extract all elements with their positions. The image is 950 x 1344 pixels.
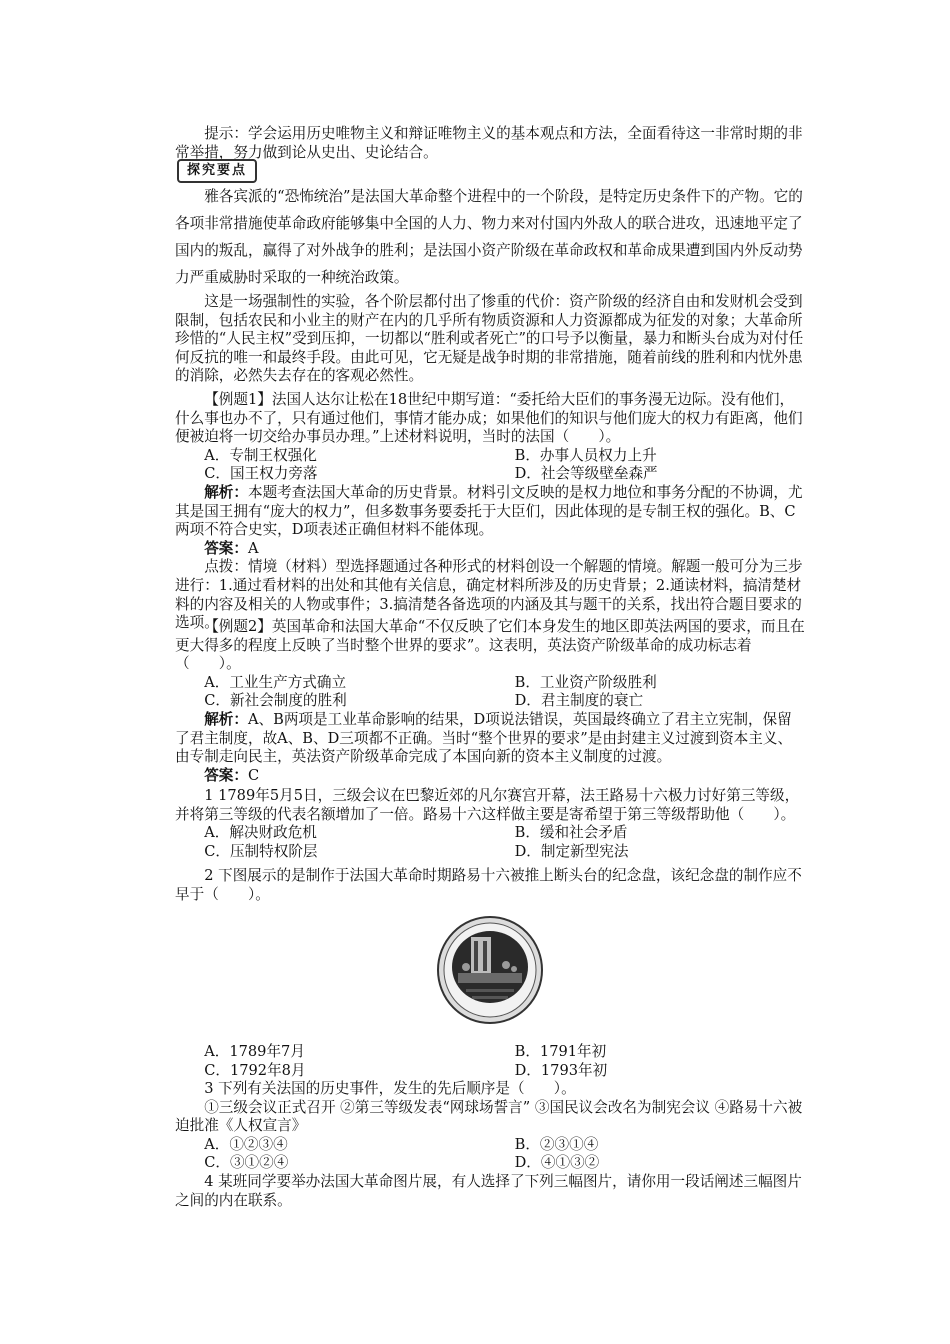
- option-a: A．1789年7月: [204, 1043, 305, 1060]
- commemorative-plate-image: [436, 915, 544, 1025]
- section-heading: [175, 159, 805, 183]
- option-b: B．办事人员权力上升: [514, 446, 657, 464]
- option-d: D．君主制度的衰亡: [514, 692, 644, 710]
- example-1: [175, 391, 805, 633]
- section-tag: 探究要点: [177, 159, 257, 183]
- inquiry-text-1: 雅各宾派的“恐怖统治”是法国大革命整个进程中的一个阶段，是特定历史条件下的产物。它的各项非常措施使革命政府能够集中全国的人力、物力来对付国内外敌人的联合进攻，迅速地平定了国内的叛乱，赢得了对外战争的胜利；是法国小资产阶级在革命政权和革命成果遭到国内外反动势力严重威胁时采取的一种统治政策。: [175, 188, 803, 286]
- hint-text: 提示：学会运用历史唯物主义和辩证唯物主义的基本观点和方法，全面看待这一非常时期的非常举措，努力做到论从史出、史论结合。: [175, 125, 803, 161]
- inquiry-para-1: [175, 183, 805, 291]
- example-1-tip: 点拨：情境（材料）型选择题通过各种形式的材料创设一个解题的情境。解题一般可分为三步进行：1.通过看材料的出处和其他有关信息，确定材料所涉及的历史背景；2.通读材料，搞清楚材料的内容及相关的人物或事件；3.搞清楚各备选项的内涵及其与题干的关系，找出符合题目要求的选项。: [175, 558, 803, 632]
- question-1: [175, 787, 805, 861]
- option-d: D．1793年初: [514, 1061, 608, 1079]
- option-b: B．缓和社会矛盾: [514, 824, 628, 841]
- option-d: D．社会等级壁垒森严: [514, 465, 658, 483]
- analysis-label: 解析：: [204, 483, 248, 501]
- example-1-stem: 【例题1】法国人达尔让松在18世纪中期写道：“委托给大臣们的事务漫无边际。没有他们，什么事也办不了，只有通过他们，事情才能办成；如果他们的知识与他们庞大的权力有距离，他们便被迫将一切交给办事员办理。”上述材料说明，当时的法国（ ）。: [175, 391, 803, 446]
- question-2-stem: 2 下图展示的是制作于法国大革命时期路易十六被推上断头台的纪念盘，该纪念盘的制作应不早于（ ）。: [175, 867, 802, 903]
- inquiry-text-2: 这是一场强制性的实验，各个阶层都付出了惨重的代价：资产阶级的经济自由和发财机会受到限制，包括农民和小业主的财产在内的几乎所有物质资源和人力资源都成为征发的对象；大革命所珍惜的“人民主权”受到压抑，一切都以“胜利或者死亡”的口号予以衡量，暴力和断头台成为对付任何反抗的唯一和最终手段。由此可见，它无疑是战争时期的非常措施，随着前线的胜利和内忧外患的消除，必然失去存在的客观必然性。: [175, 293, 804, 384]
- option-a: A．专制王权强化: [204, 446, 317, 464]
- option-c: C．压制特权阶层: [204, 842, 318, 860]
- example-1-answer: [175, 540, 805, 559]
- option-c: C．新社会制度的胜利: [204, 692, 347, 710]
- option-c: C．国王权力旁落: [204, 465, 318, 483]
- answer-value: A: [247, 539, 259, 557]
- option-b: B．1791年初: [514, 1043, 607, 1060]
- question-3: [175, 1080, 805, 1173]
- example-2-analysis: [175, 711, 805, 767]
- question-4-stem: 4 某班同学要举办法国大革命图片展，有人选择了下列三幅图片，请你用一段话阐述三幅图片之间的内在联系。: [175, 1173, 802, 1209]
- example-2-options: [175, 674, 805, 711]
- question-3-options: [175, 1136, 805, 1173]
- example-2-stem: 【例题2】英国革命和法国大革命“不仅反映了它们本身发生的地区即英法两国的要求，而且在更大得多的程度上反映了当时整个世界的要求”。这表明，英法资产阶级革命的成功标志着（ ）。: [175, 618, 805, 673]
- answer-label: 答案：: [204, 766, 248, 784]
- question-1-stem: 1 1789年5月5日，三级会议在巴黎近郊的凡尔赛宫开幕，法王路易十六极力讨好第三等级，并将第三等级的代表名额增加了一倍。路易十六这样做主要是寄希望于第三等级帮助他（ ）。: [175, 787, 800, 823]
- analysis-text: A、B两项是工业革命影响的结果，D项说法错误，英国最终确立了君主立宪制，保留了君主制度，故A、B、D三项都不正确。当时“整个世界的要求”是由封建主义过渡到资本主义、由专制走向民主，英法资产阶级革命完成了本国向新的资本主义制度的过渡。: [175, 710, 793, 766]
- option-a: A．①②③④: [204, 1135, 288, 1153]
- example-2-answer: [175, 767, 805, 786]
- hint-block: [175, 124, 805, 162]
- option-d: D．④①③②: [514, 1154, 600, 1171]
- example-1-analysis: [175, 484, 805, 540]
- answer-value: C: [247, 766, 260, 784]
- question-1-options: [175, 824, 805, 861]
- option-a: A．工业生产方式确立: [204, 673, 347, 691]
- option-d: D．制定新型宪法: [514, 842, 629, 860]
- option-b: B．工业资产阶级胜利: [514, 673, 657, 691]
- option-a: A．解决财政危机: [204, 824, 317, 841]
- example-2: [175, 618, 805, 785]
- option-c: C．③①②④: [204, 1154, 289, 1171]
- option-b: B．②③①④: [514, 1135, 599, 1153]
- question-3-items: ①三级会议正式召开 ②第三等级发表“网球场誓言” ③国民议会改名为制宪会议 ④路易十六被迫批准《人权宣言》: [175, 1098, 803, 1134]
- question-2-options: [175, 1043, 805, 1080]
- example-1-options: [175, 447, 805, 484]
- question-3-stem: 3 下列有关法国的历史事件，发生的先后顺序是（ ）。: [204, 1080, 576, 1097]
- analysis-label: 解析：: [204, 710, 248, 728]
- analysis-text: 本题考查法国大革命的历史背景。材料引文反映的是权力地位和事务分配的不协调，尤其是国王拥有“庞大的权力”，但多数事务要委托于大臣们，因此体现的是专制王权的强化。B、C两项不符合史实，D项表述正确但材料不能体现。: [175, 483, 803, 539]
- answer-label: 答案：: [204, 539, 248, 557]
- question-4: [175, 1173, 805, 1210]
- question-2-options-block: [175, 1043, 805, 1080]
- option-c: C．1792年8月: [204, 1061, 306, 1079]
- question-2: [175, 867, 805, 904]
- inquiry-para-2: [175, 293, 805, 386]
